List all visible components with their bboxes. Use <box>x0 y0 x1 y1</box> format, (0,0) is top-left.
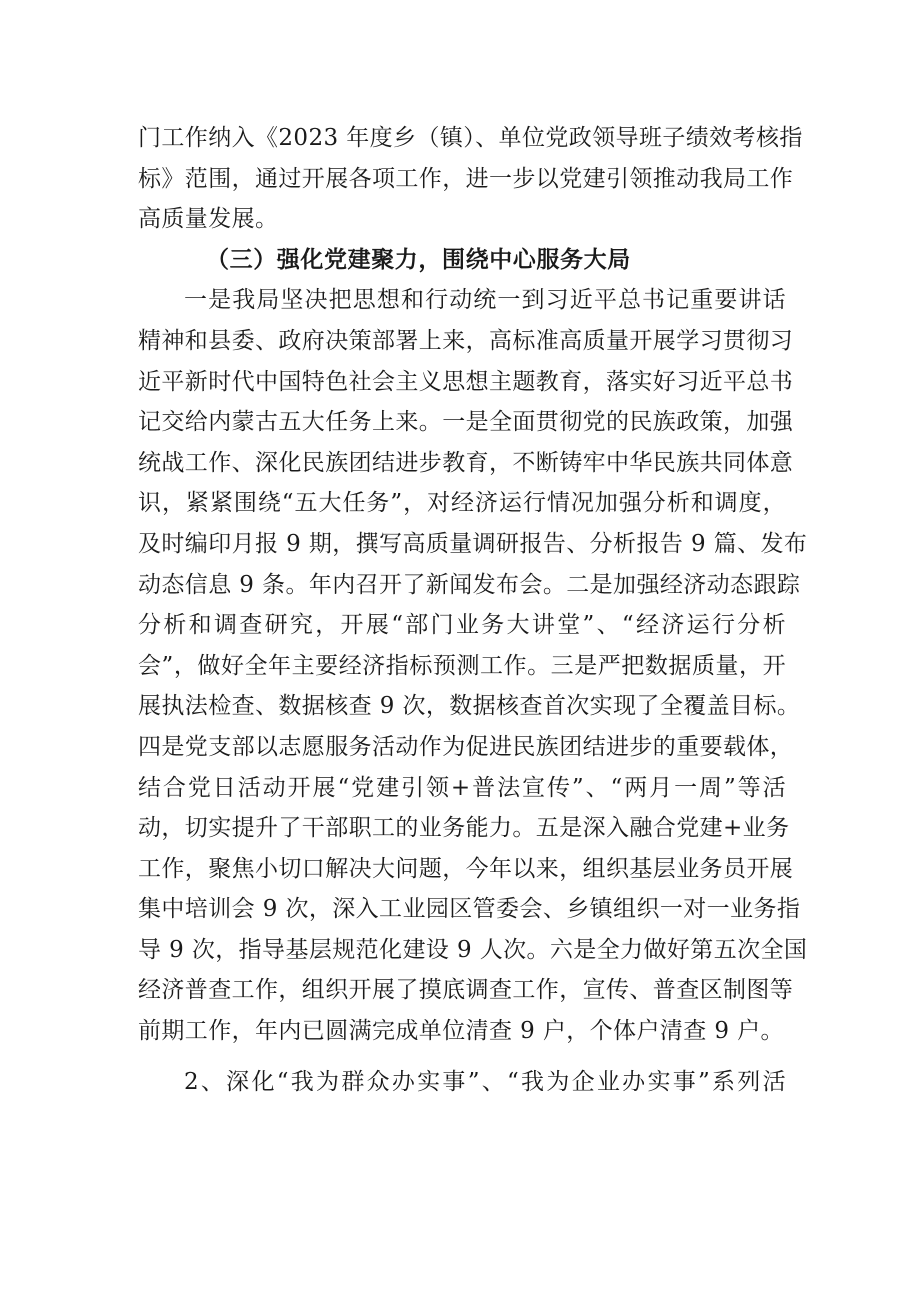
text-line: 及时编印月报 9 期，撰写高质量调研报告、分析报告 9 篇、发布 <box>138 530 808 557</box>
text-line: 结合党日活动开展“党建引领+普法宣传”、“两月一周”等活 <box>138 774 786 801</box>
text-line: 分析和调查研究，开展“部门业务大讲堂”、“经济运行分析 <box>138 612 786 639</box>
text-line: 动，切实提升了干部职工的业务能力。五是深入融合党建+业务 <box>138 815 790 842</box>
text-line: 标》范围，通过开展各项工作，进一步以党建引领推动我局工作 <box>138 165 794 192</box>
text-line: 统战工作、深化民族团结进步教育，不断铸牢中华民族共同体意 <box>138 449 794 476</box>
paragraph-first-line: 2、深化“我为群众办实事”、“我为企业办实事”系列活 <box>184 1068 786 1095</box>
text-line: 工作，聚焦小切口解决大问题，今年以来，组织基层业务员开展 <box>138 855 794 882</box>
text-line: 精神和县委、政府决策部署上来，高标准高质量开展学习贯彻习 <box>138 327 794 354</box>
text-line: 前期工作，年内已圆满完成单位清查 9 户，个体户清查 9 户。 <box>138 1018 784 1045</box>
text-line: 动态信息 9 条。年内召开了新闻发布会。二是加强经济动态跟踪 <box>138 571 801 598</box>
paragraph-first-line: 一是我局坚决把思想和行动统一到习近平总书记重要讲话 <box>184 287 786 314</box>
text-line: 展执法检查、数据核查 9 次，数据核查首次实现了全覆盖目标。 <box>138 693 801 720</box>
text-line: 集中培训会 9 次，深入工业园区管委会、乡镇组织一对一业务指 <box>138 896 801 923</box>
text-line: 四是党支部以志愿服务活动作为促进民族团结进步的重要载体， <box>138 733 794 760</box>
text-line: 记交给内蒙古五大任务上来。一是全面贯彻党的民族政策，加强 <box>138 409 794 436</box>
text-line: 经济普查工作，组织开展了摸底调查工作，宣传、普查区制图等 <box>138 977 794 1004</box>
text-line: 会”，做好全年主要经济指标预测工作。三是严把数据质量，开 <box>138 652 786 679</box>
document-body <box>138 118 808 1102</box>
text-line: 导 9 次，指导基层规范化建设 9 人次。六是全力做好第五次全国 <box>138 936 808 963</box>
paragraph-spacer <box>138 1052 786 1062</box>
text-line: 高质量发展。 <box>138 206 279 233</box>
section-heading: （三）强化党建聚力，围绕中心服务大局 <box>206 246 631 273</box>
text-line: 门工作纳入《2023 年度乡（镇）、单位党政领导班子绩效考核指 <box>138 125 803 151</box>
text-line: 近平新时代中国特色社会主义思想主题教育，落实好习近平总书 <box>138 368 794 395</box>
text-line: 识，紧紧围绕“五大任务”，对经济运行情况加强分析和调度， <box>138 490 786 517</box>
